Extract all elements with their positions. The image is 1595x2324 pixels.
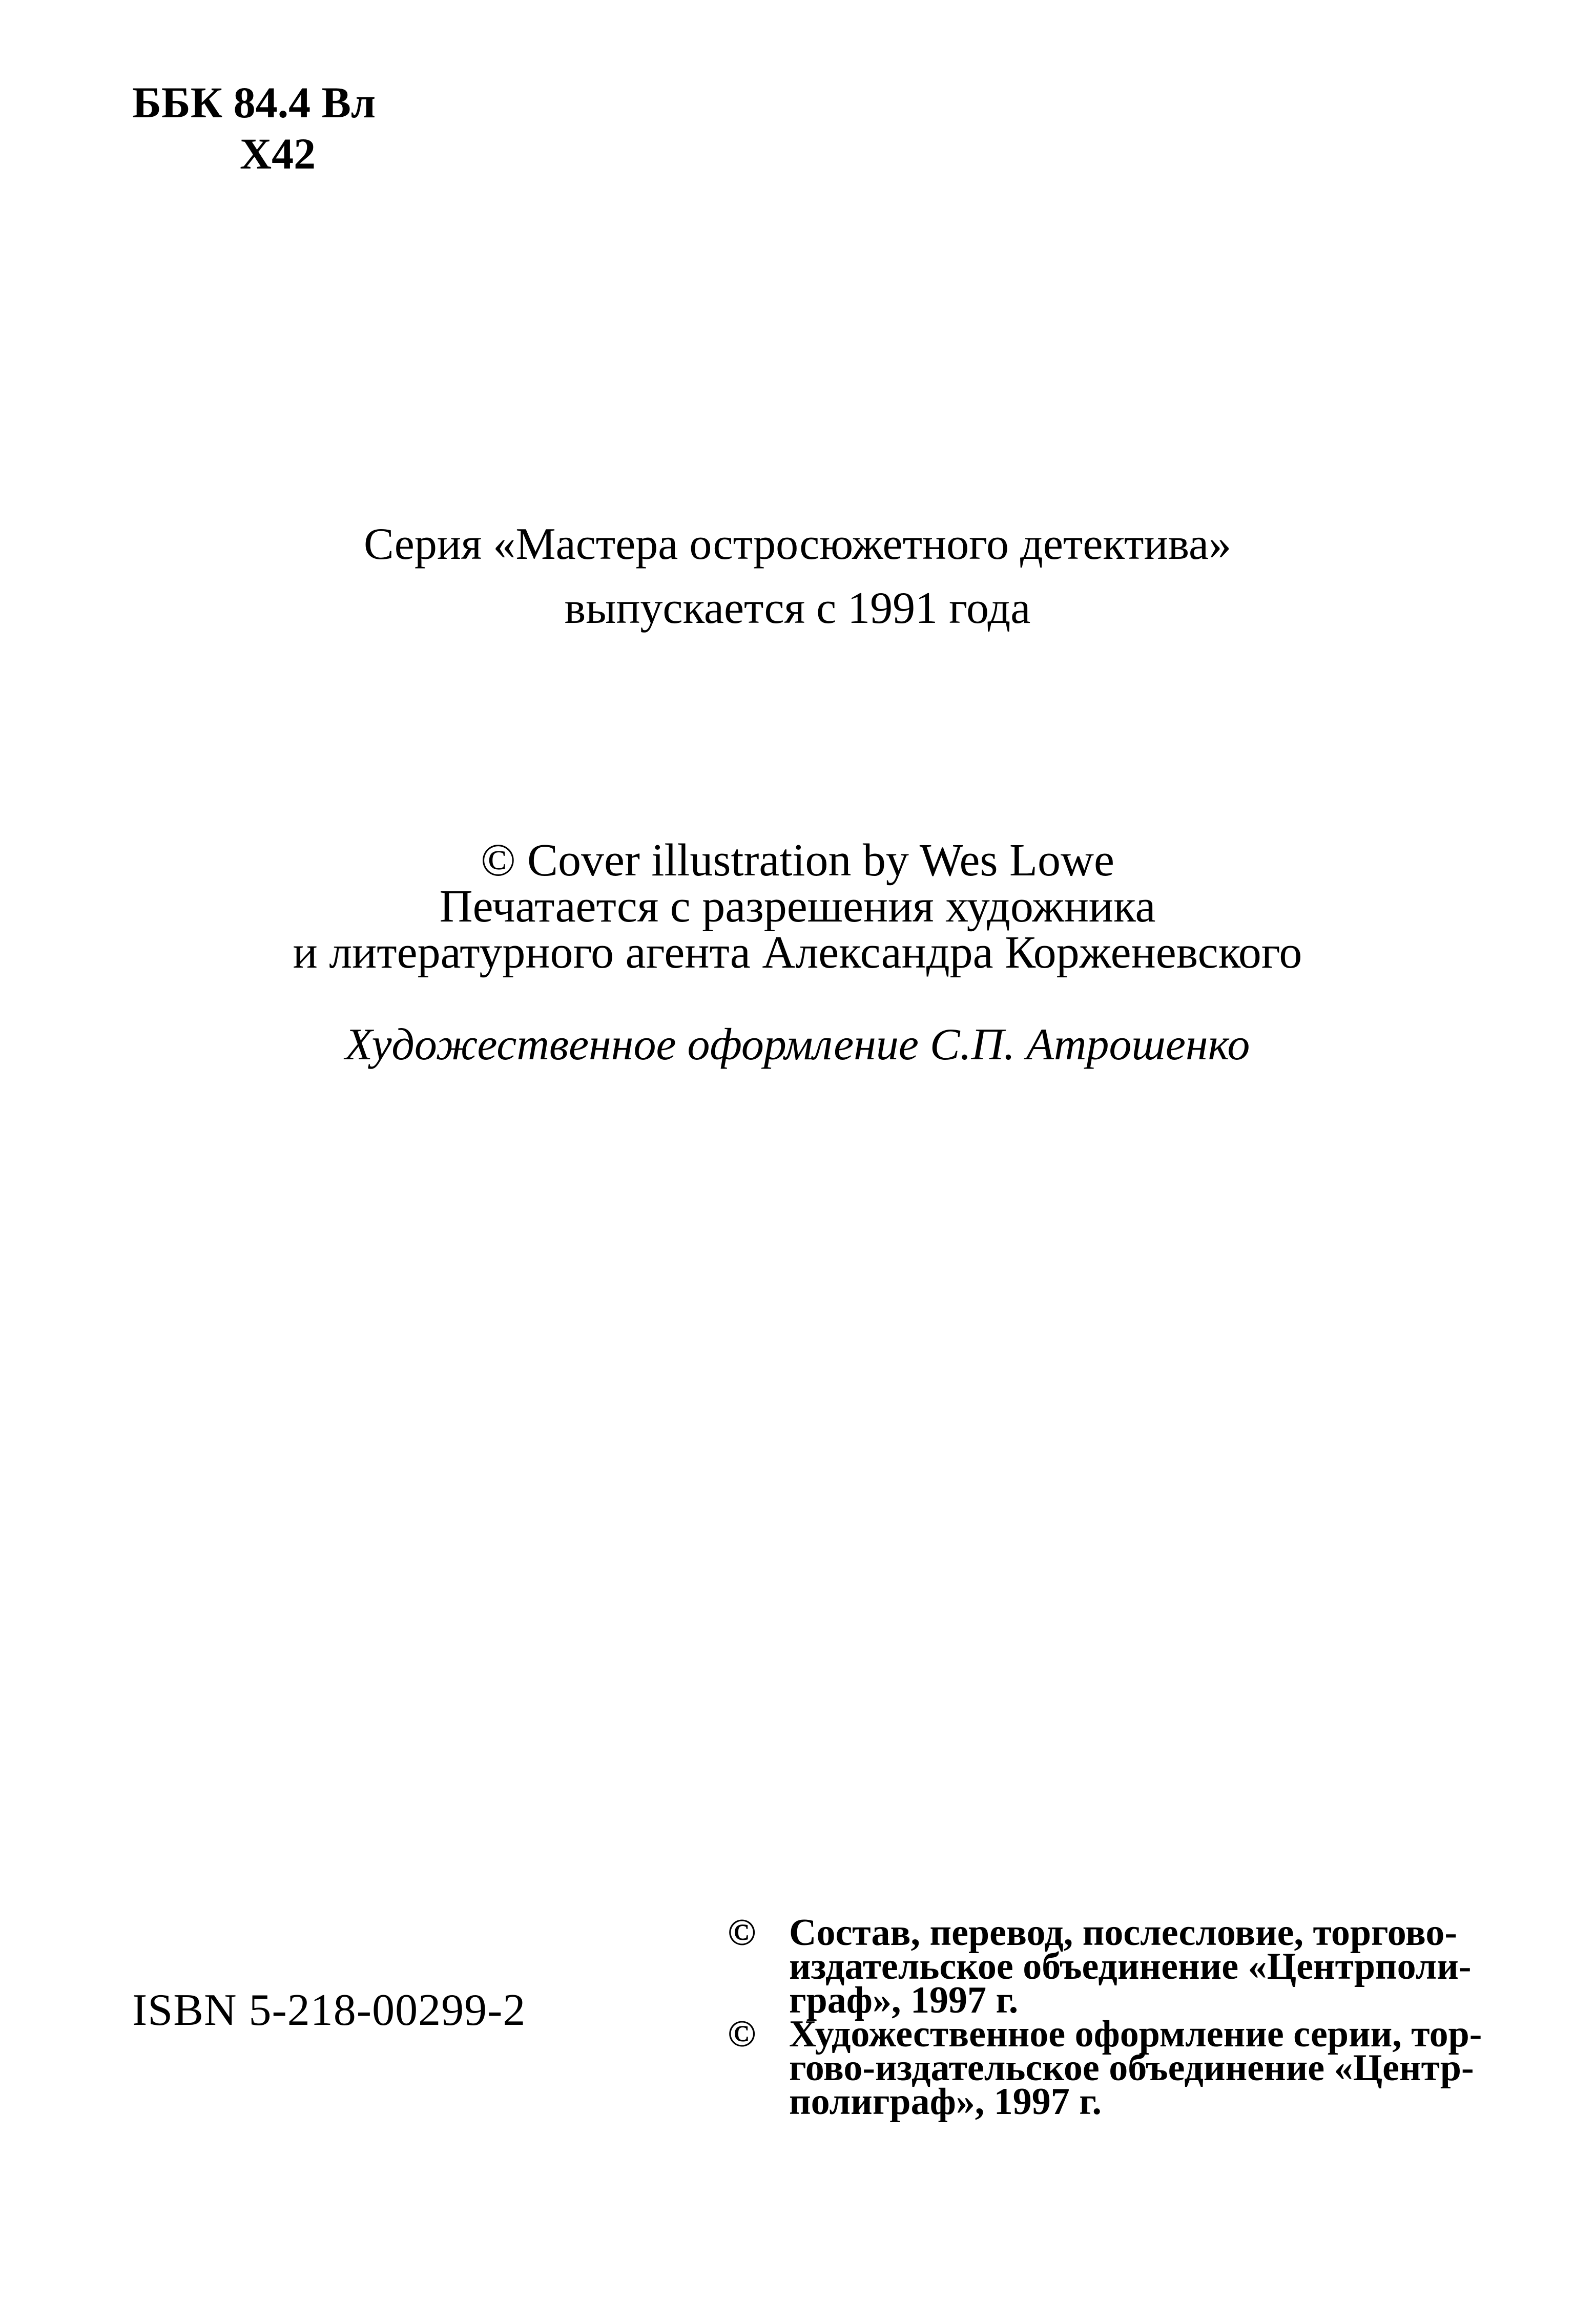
copyright-icon: © — [728, 1912, 756, 1954]
copyright-item — [728, 1912, 1496, 2021]
series-line-1: Серия «Мастера остросюжетного детектива» — [363, 519, 1231, 569]
copyright-line: гово-издательское объединение «Центр- — [789, 2047, 1474, 2089]
author-mark: Х42 — [240, 129, 316, 178]
cover-credit — [0, 835, 1595, 978]
series-note — [0, 512, 1595, 640]
copyright-line: полиграф», 1997 г. — [789, 2081, 1102, 2123]
series-line-2: выпускается с 1991 года — [564, 583, 1031, 633]
copyright-block — [728, 1912, 1496, 2123]
copyright-line: Состав, перевод, послесловие, торгово- — [789, 1912, 1457, 1954]
classification-block — [132, 77, 376, 179]
copyright-line: Художественное оформление серии, тор- — [789, 2013, 1482, 2055]
bbk-code: ББК 84.4 Вл — [132, 78, 376, 127]
cover-line-3: и литературного агента Александра Корженевского — [293, 927, 1302, 978]
cover-line-2: Печатается с разрешения художника — [439, 881, 1156, 932]
design-credit: Художественное оформление С.П. Атрошенко — [345, 1020, 1250, 1070]
copyright-line: издательское объединение «Центрполи- — [789, 1945, 1472, 1987]
cover-line-1: © Cover illustration by Wes Lowe — [481, 835, 1114, 886]
isbn: ISBN 5-218-00299-2 — [132, 1985, 526, 2035]
copyright-item — [728, 2013, 1496, 2123]
copyright-icon: © — [728, 2013, 756, 2055]
copyright-line: граф», 1997 г. — [789, 1979, 1019, 2021]
